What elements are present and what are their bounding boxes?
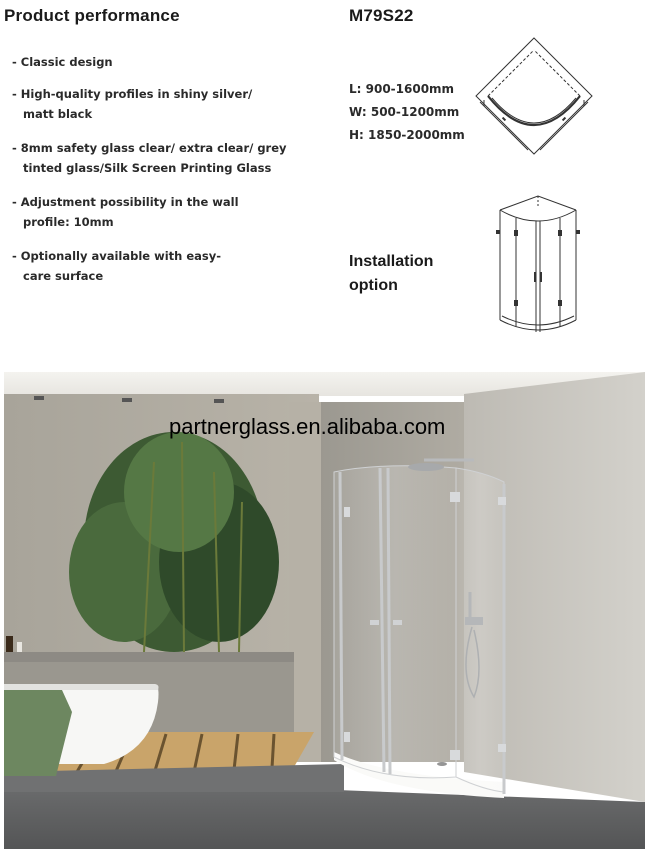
- feature-text: - Adjustment possibility in the wall: [12, 195, 239, 209]
- model-number: M79S22: [349, 6, 414, 25]
- feature-item: [12, 84, 332, 124]
- installation-line1: Installation: [349, 253, 434, 270]
- feature-text: - 8mm safety glass clear/ extra clear/ grey: [12, 141, 287, 155]
- feature-item: [12, 52, 332, 72]
- dimension-height: H: 1850-2000mm: [349, 128, 465, 142]
- feature-text: - High-quality profiles in shiny silver/: [12, 87, 253, 101]
- feature-text-cont: care surface: [23, 269, 104, 283]
- feature-text: - Optionally available with easy-: [12, 249, 222, 263]
- feature-item: [12, 138, 332, 178]
- dimension-width: W: 500-1200mm: [349, 105, 460, 119]
- bathroom-photo: [4, 372, 645, 849]
- feature-list: [12, 52, 332, 286]
- feature-text: - Classic design: [12, 55, 113, 69]
- feature-text-cont: profile: 10mm: [23, 215, 114, 229]
- installation-sketch-icon: [492, 190, 584, 340]
- section-title: Product performance: [4, 6, 180, 25]
- feature-text-cont: matt black: [23, 107, 93, 121]
- feature-item: [12, 246, 332, 286]
- installation-title: [349, 250, 433, 298]
- installation-line2: option: [349, 277, 398, 294]
- bathroom-scene: [4, 372, 645, 849]
- feature-item: [12, 192, 332, 232]
- watermark-text: partnerglass.en.alibaba.com: [169, 414, 446, 439]
- feature-text-cont: tinted glass/Silk Screen Printing Glass: [23, 161, 272, 175]
- top-view-diagram-icon: [474, 36, 594, 156]
- dimension-length: L: 900-1600mm: [349, 82, 455, 96]
